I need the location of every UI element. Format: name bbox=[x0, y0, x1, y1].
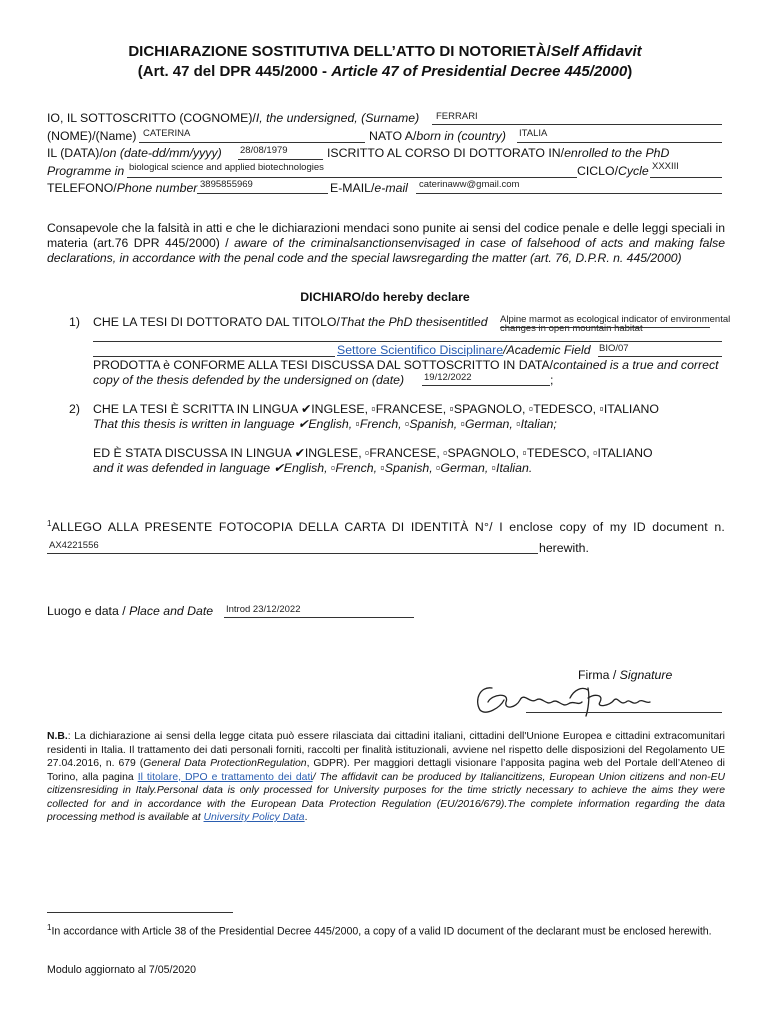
footnote-separator bbox=[47, 912, 233, 913]
id-doc-text: ALLEGO ALLA PRESENTE FOTOCOPIA DELLA CARTA DI IDENTITÀ N°/ I enclose copy of my ID document n. bbox=[51, 520, 725, 535]
aware-it: Consapevole che la falsità in atti e che le dichiarazioni mendaci sono punite ai sensi del codice penale e delle leggi speciali in materia (art.76 DPR 445/2000) / bbox=[47, 221, 725, 250]
data-controller-link[interactable]: Il titolare, DPO e trattamento dei dati bbox=[137, 771, 313, 783]
declare-heading: DICHIARO/do hereby declare bbox=[300, 290, 470, 304]
id-document-text bbox=[47, 519, 725, 534]
thesis-title-field-1[interactable]: Alpine marmot as ecological indicator of environmental bbox=[500, 314, 731, 325]
item1-conform-en-1: contained is a true and correct bbox=[553, 358, 719, 372]
cycle-label bbox=[577, 164, 649, 178]
item-1-number: 1) bbox=[69, 315, 80, 329]
module-updated: Modulo aggiornato al 7/05/2020 bbox=[47, 964, 197, 976]
fields-surname-label-it: IO, IL SOTTOSCRITTO (COGNOME)/ bbox=[47, 111, 256, 125]
written-language-en[interactable]: That this thesis is written in language ✔English, ▫French, ▫Spanish, ▫German, ▫Italian; bbox=[93, 417, 557, 431]
nb-it-1: : La dichiarazione ai sensi della legge citata può essere rilasciata dai cittadini italiani, cittadini dell'Unione Europea e cittadini extracomunitari residenti in Italia. Il trattamento dei dati personali forniti, raccolti per finalità istituzionali, avviene nel rispetto delle disposizioni del Regolamento UE 27.04.2016, n. 679 ( bbox=[47, 731, 725, 769]
title-line-2-it: (Art. 47 del DPR 445/2000 - bbox=[137, 63, 332, 80]
awareness-paragraph bbox=[47, 221, 725, 266]
thesis-title-line-a bbox=[500, 327, 710, 328]
place-date-label bbox=[47, 604, 213, 618]
place-date-line bbox=[224, 617, 414, 618]
nb-end: . bbox=[304, 812, 308, 823]
id-doc-sup: 1 bbox=[47, 519, 52, 528]
university-policy-link[interactable]: University Policy Data bbox=[203, 812, 305, 823]
date-label bbox=[47, 146, 222, 160]
cycle-line bbox=[650, 177, 722, 178]
item1-field-label-en: /Academic Field bbox=[503, 343, 591, 357]
conform-line-1 bbox=[93, 358, 719, 372]
ssd-link[interactable]: Settore Scientifico Disciplinare bbox=[337, 343, 504, 357]
title-line-1 bbox=[0, 43, 770, 60]
id-document-line bbox=[47, 553, 538, 554]
fields-born-label-it: NATO A/ bbox=[369, 129, 417, 143]
fields-cycle-label-it: CICLO/ bbox=[577, 164, 618, 178]
name-field[interactable]: CATERINA bbox=[143, 128, 191, 139]
item-2-number: 2) bbox=[69, 402, 80, 416]
signature-image bbox=[470, 680, 660, 720]
thesis-title-field-2[interactable]: changes in open mountain habitat bbox=[500, 323, 643, 334]
fields-cycle-label-en: Cycle bbox=[618, 164, 649, 178]
fields-email-label-en: e-mail bbox=[374, 181, 408, 195]
fields-date-label-en: on (date-dd/mm/yyyy) bbox=[102, 146, 222, 160]
written-language-it[interactable]: CHE LA TESI È SCRITTA IN LINGUA ✔INGLESE, ▫FRANCESE, ▫SPAGNOLO, ▫TEDESCO, ▫ITALIANO bbox=[93, 402, 659, 416]
nb-paragraph bbox=[47, 730, 725, 825]
title-en: Self Affidavit bbox=[550, 43, 642, 60]
academic-field-value[interactable]: BIO/07 bbox=[599, 343, 629, 354]
surname-field[interactable]: FERRARI bbox=[436, 111, 478, 122]
programme-line bbox=[127, 177, 577, 178]
name-line bbox=[139, 142, 365, 143]
email-field[interactable]: caterinaww@gmail.com bbox=[419, 179, 520, 190]
phone-label bbox=[47, 181, 197, 195]
title-line-2-close: ) bbox=[627, 63, 633, 80]
name-label: (NOME)/(Name) bbox=[47, 129, 137, 143]
fields-surname-label-en: I, the undersigned, (Surname) bbox=[255, 111, 420, 125]
signature-line bbox=[526, 712, 722, 713]
semicolon: ; bbox=[550, 373, 554, 387]
item1-label-it: CHE LA TESI DI DOTTORATO DAL TITOLO/ bbox=[93, 315, 340, 329]
nb-en: / The affidavit can be produced by Italiancitizens, European Union citizens and non-EU citizensresiding in Italy.Personal data is only processed for University purposes for the time strictly necessary to achieve the aims they were collected for and in accordance with the European Data Protection Regulation (EU/2016/679).The complete information regarding the data processing method is available at bbox=[47, 771, 726, 823]
fields-phone-label-en: Phone number bbox=[116, 181, 198, 195]
phone-line bbox=[197, 193, 328, 194]
birthdate-field[interactable]: 28/08/1979 bbox=[240, 145, 288, 156]
place-date-label-it: Luogo e data / bbox=[47, 604, 130, 618]
programme-field[interactable]: biological science and applied biotechnologies bbox=[129, 162, 324, 173]
nb-it-gdpr: General Data ProtectionRegulation bbox=[143, 758, 307, 769]
item1-conform-it: PRODOTTA è CONFORME ALLA TESI DISCUSSA DAL SOTTOSCRITTO IN DATA/ bbox=[93, 358, 554, 372]
place-date-field[interactable]: Introd 23/12/2022 bbox=[226, 604, 301, 615]
fields-born-label-en: born in (country) bbox=[416, 129, 506, 143]
aware-en: aware of the criminalsanctionsenvisaged in case of falsehood of acts and making false declarations, in accordance with the penal code and the special lawsregarding the matter (art. 76, D.P.R. n. 445/2000) bbox=[47, 236, 725, 265]
cycle-field[interactable]: XXXIII bbox=[652, 161, 679, 172]
enrolled-label bbox=[327, 146, 669, 160]
place-date-label-en: Place and Date bbox=[129, 604, 214, 618]
thesis-title-line-b bbox=[93, 341, 722, 342]
footnote bbox=[47, 920, 727, 940]
phone-field[interactable]: 3895855969 bbox=[200, 179, 253, 190]
defended-language-it[interactable]: ED È STATA DISCUSSA IN LINGUA ✔INGLESE, ▫FRANCESE, ▫SPAGNOLO, ▫TEDESCO, ▫ITALIANO bbox=[93, 446, 653, 460]
academic-field-line bbox=[598, 356, 722, 357]
id-document-field[interactable]: AX4221556 bbox=[49, 540, 99, 551]
defense-date-field[interactable]: 19/12/2022 bbox=[424, 372, 472, 383]
born-field[interactable]: ITALIA bbox=[519, 128, 548, 139]
footnote-text: In accordance with Article 38 of the Presidential Decree 445/2000, a copy of a valid ID document of the declarant must be enclosed herewith. bbox=[51, 925, 712, 938]
birthdate-line bbox=[238, 159, 323, 160]
fields-enrolled-label-en: enrolled to the PhD bbox=[564, 146, 670, 160]
fields-phone-label-it: TELEFONO/ bbox=[47, 181, 117, 195]
born-line bbox=[517, 142, 722, 143]
surname-line bbox=[432, 124, 722, 125]
conform-line-2: copy of the thesis defended by the undersigned on (date) bbox=[93, 373, 405, 387]
thesis-title-label bbox=[93, 315, 488, 329]
title-it: DICHIARAZIONE SOSTITUTIVA DELL’ATTO DI NOTORIETÀ/ bbox=[128, 43, 551, 60]
defended-language-en[interactable]: and it was defended in language ✔English, ▫French, ▫Spanish, ▫German, ▫Italian. bbox=[93, 461, 533, 475]
nb-bold: N.B. bbox=[47, 731, 68, 742]
programme-label: Programme in bbox=[47, 164, 125, 178]
academic-field-label bbox=[337, 343, 591, 357]
footnote-sup: 1 bbox=[47, 923, 52, 932]
fields-email-label-it: E-MAIL/ bbox=[330, 181, 375, 195]
fields-enrolled-label-it: ISCRITTO AL CORSO DI DOTTORATO IN/ bbox=[327, 146, 565, 160]
signature-label-it: Firma / bbox=[578, 668, 620, 682]
email-label bbox=[330, 181, 408, 195]
surname-label bbox=[47, 111, 419, 125]
item1-label-en: That the PhD thesisentitled bbox=[339, 315, 488, 329]
signature-label-en: Signature bbox=[619, 668, 673, 682]
defense-date-line bbox=[422, 385, 550, 386]
herewith-text: herewith. bbox=[539, 541, 589, 555]
fields-date-label-it: IL (DATA)/ bbox=[47, 146, 103, 160]
ssd-line bbox=[93, 356, 335, 357]
title-line-2 bbox=[0, 63, 770, 80]
born-label bbox=[369, 129, 506, 143]
nb-it-2: , GDPR). Per maggiori dettagli visionare l’apposita pagina web del Portale dell’Ateneo di Torino, alla pagina bbox=[47, 758, 725, 783]
title-line-2-en: Article 47 of Presidential Decree 445/2000 bbox=[331, 63, 628, 80]
email-line bbox=[416, 193, 722, 194]
